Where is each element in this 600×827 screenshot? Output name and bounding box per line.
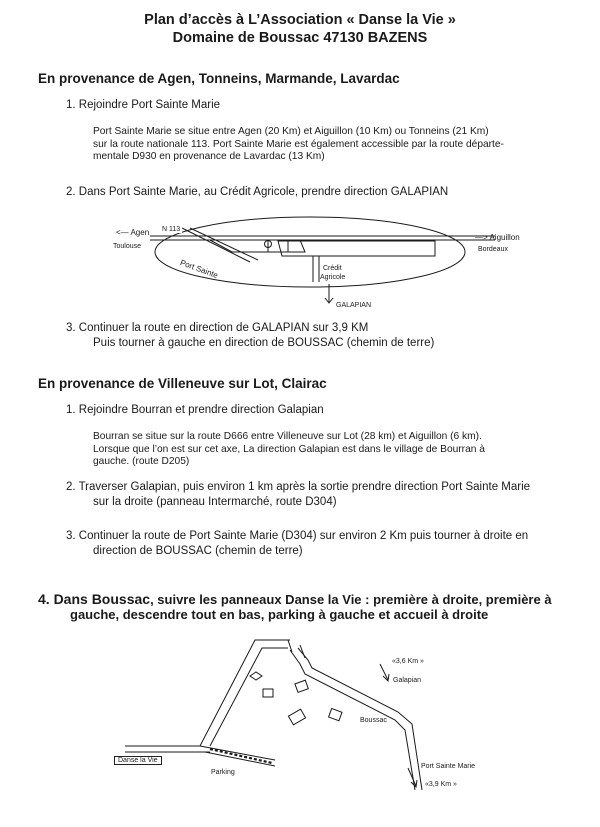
label-3-6-km: «3,6 Km » [392, 658, 424, 665]
section-heading-line2: gauche, descendre tout en bas, parking à gauche et accueil à droite [70, 607, 489, 622]
label-n113: N 113 [162, 226, 181, 233]
step-1-bourran: 1. Rejoindre Bourran et prendre direction Galapian [66, 404, 324, 416]
label-toulouse: Toulouse [113, 243, 142, 250]
label-bordeaux: Bordeaux [478, 246, 508, 253]
label-agricole: Agricole [320, 274, 346, 281]
label-danse-la-vie: Danse la Vie [114, 756, 162, 765]
para-line: sur la route nationale 113. Port Sainte Marie est également accessible par la route départe- [93, 138, 504, 150]
para-line: mentale D930 en provenance de Lavardac (13 Km) [93, 151, 325, 162]
road-main-right [290, 650, 415, 790]
building-1 [263, 689, 273, 697]
step-3-text: 3. Continuer la route en direction de GALAPIAN sur 3,9 KM [66, 322, 369, 334]
parking-area [210, 749, 272, 763]
step-3-line2: Puis tourner à gauche en direction de BOUSSAC (chemin de terre) [93, 337, 435, 349]
step-3-line2: direction de BOUSSAC (chemin de terre) [93, 545, 303, 557]
label-agen: <— Agen [116, 228, 150, 237]
step-1-text: 1. Rejoindre Port Sainte Marie [66, 99, 221, 111]
heading-bold: 4. Dans Boussac [38, 591, 151, 607]
page-subtitle: Domaine de Boussac 47130 BAZENS [172, 30, 428, 46]
para-line: Port Sainte Marie se situe entre Agen (20 Km) et Aiguillon (10 Km) ou Tonneins (21 Km) [93, 126, 489, 137]
para-line: Lorsque que l’on est sur cet axe, La direction Galapian est dans le village de Bourran à [93, 443, 485, 455]
label-aiguillon: —> Aiguillon [475, 233, 520, 242]
section-heading-villeneuve: En provenance de Villeneuve sur Lot, Clairac [38, 376, 327, 391]
step-2-line2: sur la droite (panneau Intermarché, route D304) [93, 496, 337, 508]
label-boussac: Boussac [360, 717, 387, 724]
parking-road-bottom [205, 752, 275, 766]
road-left-outer [200, 640, 290, 746]
label-galapian-1: GALAPIAN [336, 302, 372, 309]
road-left-inner [210, 648, 288, 746]
label-port-sainte-marie: Port Sainte Marie [421, 763, 476, 770]
step-2-galapian: 2. Traverser Galapian, puis environ 1 km après la sortie prendre direction Port Sainte Marie [66, 481, 531, 493]
para-line: gauche. (route D205) [93, 456, 190, 467]
label-3-9-km: «3,9 Km » [425, 781, 457, 788]
label-parking: Parking [211, 769, 235, 776]
para-line: Bourran se situe sur la route D666 entre Villeneuve sur Lot (28 km) et Aiguillon (6 km). [93, 431, 482, 442]
step-3-d304: 3. Continuer la route de Port Sainte Marie (D304) sur environ 2 Km puis tourner à droite en [66, 530, 529, 542]
label-galapian-2: Galapian [393, 677, 422, 684]
building-3 [288, 709, 305, 725]
heading-rest: , suivre les panneaux Danse la Vie : première à droite, première à [150, 592, 552, 607]
step-2-text: 2. Dans Port Sainte Marie, au Crédit Agricole, prendre direction GALAPIAN [66, 186, 449, 198]
page-title: Plan d’accès à L’Association « Danse la Vie » [144, 12, 456, 28]
label-port-sainte: Port Sainte [178, 258, 220, 280]
building-4 [329, 709, 342, 721]
building-5 [250, 672, 262, 680]
building-2 [295, 680, 308, 692]
section-heading-agen: En provenance de Agen, Tonneins, Marmande, Lavardac [38, 71, 400, 86]
label-credit: Crédit [323, 265, 342, 272]
